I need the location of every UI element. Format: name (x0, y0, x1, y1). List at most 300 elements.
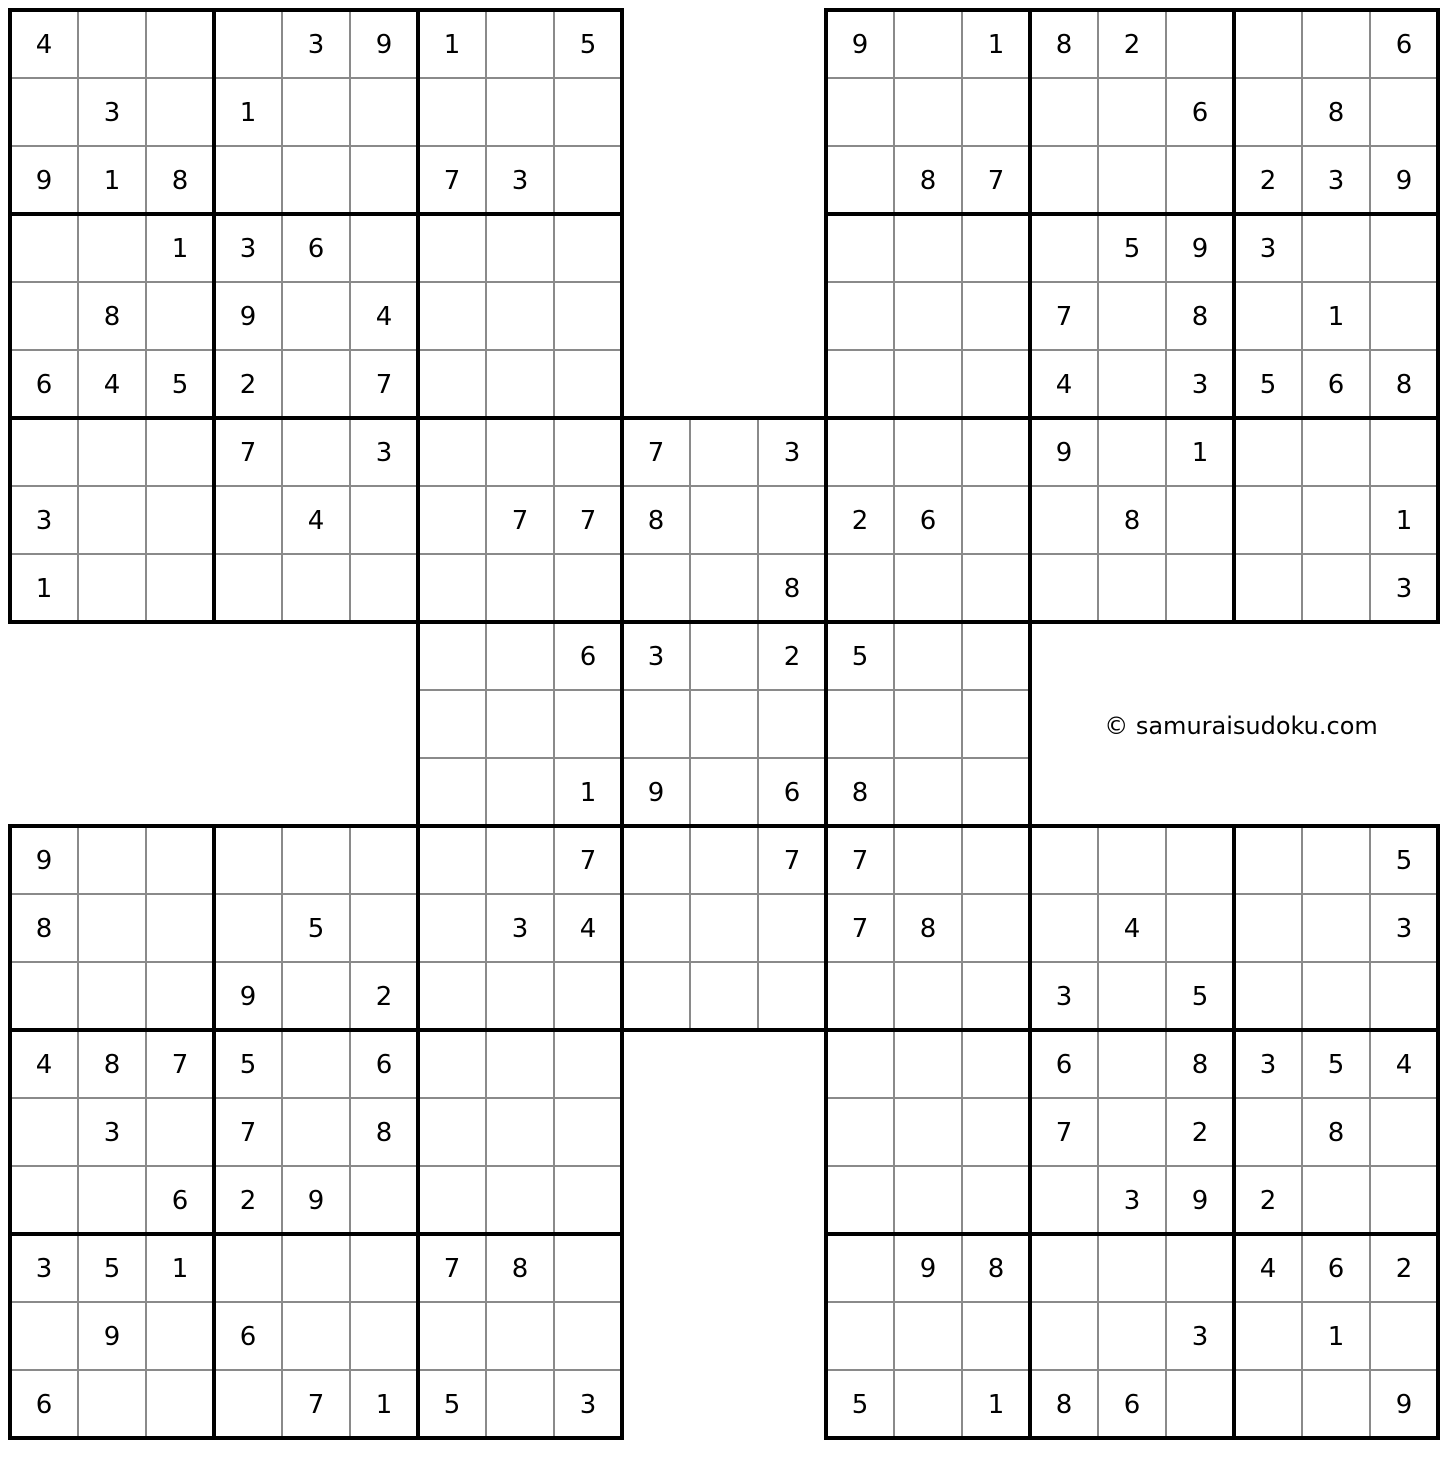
given-digit: 7 (1055, 302, 1073, 332)
sudoku-cell[interactable] (282, 146, 350, 214)
given-digit: 5 (579, 30, 597, 60)
sudoku-cell[interactable] (690, 894, 758, 962)
given-digit: 1 (987, 1390, 1005, 1420)
sudoku-cell[interactable] (554, 690, 622, 758)
sudoku-cell[interactable] (1098, 146, 1166, 214)
sudoku-cell[interactable] (418, 894, 486, 962)
given-digit: 5 (1395, 846, 1413, 876)
sudoku-cell[interactable] (1370, 78, 1438, 146)
sudoku-cell[interactable] (758, 690, 826, 758)
sudoku-cell[interactable] (826, 146, 894, 214)
sudoku-cell[interactable] (10, 214, 78, 282)
sudoku-cell[interactable] (418, 282, 486, 350)
sudoku-cell[interactable] (1098, 350, 1166, 418)
sudoku-cell[interactable] (350, 1234, 418, 1302)
sudoku-cell[interactable] (1166, 1234, 1234, 1302)
sudoku-cell[interactable] (282, 350, 350, 418)
sudoku-cell[interactable] (622, 554, 690, 622)
sudoku-cell[interactable] (690, 622, 758, 690)
sudoku-cell[interactable] (554, 554, 622, 622)
sudoku-cell[interactable] (894, 622, 962, 690)
sudoku-cell[interactable] (554, 962, 622, 1030)
sudoku-cell[interactable] (486, 214, 554, 282)
sudoku-cell[interactable] (1098, 1234, 1166, 1302)
sudoku-cell[interactable] (962, 826, 1030, 894)
sudoku-cell[interactable] (418, 758, 486, 826)
given-digit: 3 (1055, 982, 1073, 1012)
sudoku-cell[interactable] (1234, 10, 1302, 78)
sudoku-cell[interactable] (78, 418, 146, 486)
sudoku-cell[interactable] (1030, 894, 1098, 962)
given-digit: 8 (783, 574, 801, 604)
given-digit: 8 (1395, 370, 1413, 400)
sudoku-cell[interactable] (214, 1234, 282, 1302)
given-digit: 9 (35, 166, 53, 196)
sudoku-cell[interactable] (894, 826, 962, 894)
sudoku-cell[interactable] (214, 1370, 282, 1438)
sudoku-cell[interactable] (146, 282, 214, 350)
sudoku-cell[interactable] (1166, 826, 1234, 894)
sudoku-cell[interactable] (214, 894, 282, 962)
sudoku-cell[interactable] (282, 962, 350, 1030)
sudoku-cell[interactable] (486, 1166, 554, 1234)
sudoku-cell[interactable] (962, 1098, 1030, 1166)
given-digit: 2 (1191, 1118, 1209, 1148)
given-digit: 8 (1327, 1118, 1345, 1148)
sudoku-cell[interactable] (486, 418, 554, 486)
sudoku-cell[interactable] (282, 1098, 350, 1166)
sudoku-cell[interactable] (1302, 894, 1370, 962)
sudoku-cell[interactable] (1098, 1030, 1166, 1098)
sudoku-cell[interactable] (1234, 486, 1302, 554)
sudoku-cell[interactable] (1370, 418, 1438, 486)
sudoku-cell[interactable] (826, 1098, 894, 1166)
given-digit: 9 (919, 1254, 937, 1284)
sudoku-cell[interactable] (10, 418, 78, 486)
sudoku-cell[interactable] (486, 1030, 554, 1098)
sudoku-cell[interactable] (282, 1030, 350, 1098)
sudoku-cell[interactable] (1370, 1302, 1438, 1370)
sudoku-cell[interactable] (690, 690, 758, 758)
sudoku-cell[interactable] (962, 282, 1030, 350)
sudoku-cell[interactable] (1234, 418, 1302, 486)
given-digit: 4 (1259, 1254, 1277, 1284)
sudoku-cell[interactable] (894, 1098, 962, 1166)
sudoku-cell[interactable] (418, 1098, 486, 1166)
sudoku-cell[interactable] (1166, 554, 1234, 622)
sudoku-cell[interactable] (78, 554, 146, 622)
sudoku-cell[interactable] (1166, 146, 1234, 214)
sudoku-cell[interactable] (826, 690, 894, 758)
given-digit: 2 (1259, 1186, 1277, 1216)
sudoku-cell[interactable] (1166, 894, 1234, 962)
sudoku-cell[interactable] (418, 78, 486, 146)
sudoku-cell[interactable] (1030, 1234, 1098, 1302)
sudoku-cell[interactable] (1234, 78, 1302, 146)
sudoku-cell[interactable] (486, 622, 554, 690)
given-digit: 1 (171, 234, 189, 264)
given-digit: 3 (307, 30, 325, 60)
sudoku-cell[interactable] (1302, 214, 1370, 282)
sudoku-cell[interactable] (214, 826, 282, 894)
sudoku-cell[interactable] (146, 418, 214, 486)
sudoku-cell[interactable] (418, 418, 486, 486)
sudoku-cell[interactable] (418, 1302, 486, 1370)
sudoku-cell[interactable] (894, 78, 962, 146)
sudoku-cell[interactable] (418, 486, 486, 554)
sudoku-cell[interactable] (894, 1302, 962, 1370)
given-digit: 1 (1191, 438, 1209, 468)
sudoku-cell[interactable] (1234, 554, 1302, 622)
given-digit: 1 (1327, 302, 1345, 332)
sudoku-cell[interactable] (282, 1302, 350, 1370)
given-digit: 6 (1123, 1390, 1141, 1420)
sudoku-cell[interactable] (146, 486, 214, 554)
given-digit: 6 (239, 1322, 257, 1352)
sudoku-cell[interactable] (894, 418, 962, 486)
sudoku-cell[interactable] (622, 894, 690, 962)
given-digit: 4 (35, 30, 53, 60)
sudoku-cell[interactable] (554, 1302, 622, 1370)
sudoku-cell[interactable] (1302, 418, 1370, 486)
sudoku-cell[interactable] (894, 690, 962, 758)
sudoku-cell[interactable] (962, 78, 1030, 146)
given-digit: 8 (919, 166, 937, 196)
given-digit: 3 (511, 914, 529, 944)
given-digit: 6 (1395, 30, 1413, 60)
sudoku-cell[interactable] (78, 486, 146, 554)
sudoku-cell[interactable] (826, 418, 894, 486)
sudoku-cell[interactable] (1098, 826, 1166, 894)
given-digit: 3 (511, 166, 529, 196)
sudoku-cell[interactable] (486, 690, 554, 758)
sudoku-cell[interactable] (962, 758, 1030, 826)
given-digit: 5 (851, 1390, 869, 1420)
given-digit: 5 (1191, 982, 1209, 1012)
sudoku-cell[interactable] (350, 894, 418, 962)
sudoku-cell[interactable] (1098, 1302, 1166, 1370)
sudoku-cell[interactable] (418, 962, 486, 1030)
sudoku-cell[interactable] (1030, 1302, 1098, 1370)
sudoku-cell[interactable] (1030, 214, 1098, 282)
sudoku-cell[interactable] (690, 554, 758, 622)
given-digit: 7 (443, 166, 461, 196)
sudoku-cell[interactable] (10, 962, 78, 1030)
sudoku-cell[interactable] (350, 554, 418, 622)
sudoku-cell[interactable] (894, 1166, 962, 1234)
sudoku-cell[interactable] (1098, 418, 1166, 486)
given-digit: 3 (647, 642, 665, 672)
sudoku-cell[interactable] (690, 962, 758, 1030)
given-digit: 1 (103, 166, 121, 196)
sudoku-cell[interactable] (1370, 214, 1438, 282)
sudoku-cell[interactable] (894, 1030, 962, 1098)
sudoku-cell[interactable] (10, 1098, 78, 1166)
sudoku-cell[interactable] (486, 758, 554, 826)
given-digit: 4 (1055, 370, 1073, 400)
sudoku-cell[interactable] (486, 282, 554, 350)
sudoku-cell[interactable] (1098, 78, 1166, 146)
given-digit: 6 (35, 1390, 53, 1420)
given-digit: 8 (103, 1050, 121, 1080)
sudoku-cell[interactable] (554, 282, 622, 350)
given-digit: 2 (239, 1186, 257, 1216)
given-digit: 6 (1327, 1254, 1345, 1284)
given-digit: 1 (1395, 506, 1413, 536)
sudoku-cell[interactable] (1030, 826, 1098, 894)
sudoku-cell[interactable] (826, 1030, 894, 1098)
sudoku-cell[interactable] (486, 826, 554, 894)
sudoku-cell[interactable] (1030, 78, 1098, 146)
sudoku-cell[interactable] (1166, 10, 1234, 78)
sudoku-cell[interactable] (1166, 1370, 1234, 1438)
sudoku-cell[interactable] (1302, 10, 1370, 78)
sudoku-cell[interactable] (826, 1166, 894, 1234)
sudoku-cell[interactable] (962, 1030, 1030, 1098)
sudoku-cell[interactable] (758, 894, 826, 962)
sudoku-cell[interactable] (1098, 1098, 1166, 1166)
sudoku-cell[interactable] (1302, 826, 1370, 894)
sudoku-cell[interactable] (894, 214, 962, 282)
sudoku-cell[interactable] (894, 554, 962, 622)
sudoku-cell[interactable] (1030, 554, 1098, 622)
sudoku-cell[interactable] (554, 146, 622, 214)
sudoku-cell[interactable] (1234, 826, 1302, 894)
sudoku-cell[interactable] (962, 962, 1030, 1030)
sudoku-cell[interactable] (146, 10, 214, 78)
sudoku-cell[interactable] (554, 418, 622, 486)
sudoku-cell[interactable] (146, 1302, 214, 1370)
sudoku-cell[interactable] (1098, 282, 1166, 350)
sudoku-cell[interactable] (486, 1098, 554, 1166)
given-digit: 1 (1327, 1322, 1345, 1352)
sudoku-cell[interactable] (1234, 962, 1302, 1030)
sudoku-cell[interactable] (146, 78, 214, 146)
given-digit: 7 (851, 846, 869, 876)
sudoku-cell[interactable] (418, 1030, 486, 1098)
sudoku-cell[interactable] (962, 894, 1030, 962)
sudoku-cell[interactable] (486, 1370, 554, 1438)
sudoku-cell[interactable] (826, 78, 894, 146)
given-digit: 3 (1123, 1186, 1141, 1216)
sudoku-cell[interactable] (962, 486, 1030, 554)
sudoku-cell[interactable] (78, 826, 146, 894)
sudoku-cell[interactable] (214, 10, 282, 78)
given-digit: 2 (1395, 1254, 1413, 1284)
sudoku-cell[interactable] (350, 214, 418, 282)
sudoku-cell[interactable] (1302, 486, 1370, 554)
sudoku-cell[interactable] (282, 1234, 350, 1302)
given-digit: 5 (1123, 234, 1141, 264)
sudoku-cell[interactable] (486, 554, 554, 622)
sudoku-cell[interactable] (350, 146, 418, 214)
sudoku-cell[interactable] (214, 146, 282, 214)
given-digit: 8 (171, 166, 189, 196)
sudoku-cell[interactable] (418, 1166, 486, 1234)
sudoku-cell[interactable] (78, 1370, 146, 1438)
sudoku-cell[interactable] (962, 554, 1030, 622)
sudoku-cell[interactable] (1234, 894, 1302, 962)
sudoku-cell[interactable] (962, 690, 1030, 758)
sudoku-cell[interactable] (146, 1370, 214, 1438)
sudoku-cell[interactable] (1030, 1166, 1098, 1234)
sudoku-cell[interactable] (486, 1302, 554, 1370)
sudoku-cell[interactable] (1370, 282, 1438, 350)
sudoku-cell[interactable] (1370, 962, 1438, 1030)
sudoku-cell[interactable] (622, 690, 690, 758)
sudoku-cell[interactable] (282, 554, 350, 622)
given-digit: 7 (511, 506, 529, 536)
sudoku-cell[interactable] (486, 962, 554, 1030)
sudoku-cell[interactable] (554, 1166, 622, 1234)
sudoku-cell[interactable] (78, 1166, 146, 1234)
given-digit: 9 (1191, 234, 1209, 264)
given-digit: 2 (1259, 166, 1277, 196)
given-digit: 7 (375, 370, 393, 400)
sudoku-cell[interactable] (1166, 486, 1234, 554)
sudoku-cell[interactable] (826, 1234, 894, 1302)
sudoku-cell[interactable] (78, 10, 146, 78)
sudoku-cell[interactable] (418, 350, 486, 418)
sudoku-cell[interactable] (1302, 1166, 1370, 1234)
sudoku-cell[interactable] (1370, 1098, 1438, 1166)
sudoku-cell[interactable] (826, 962, 894, 1030)
given-digit: 4 (1123, 914, 1141, 944)
given-digit: 1 (579, 778, 597, 808)
sudoku-cell[interactable] (214, 554, 282, 622)
sudoku-cell[interactable] (962, 1166, 1030, 1234)
sudoku-cell[interactable] (826, 1302, 894, 1370)
sudoku-cell[interactable] (1370, 1166, 1438, 1234)
sudoku-cell[interactable] (350, 1302, 418, 1370)
sudoku-cell[interactable] (826, 282, 894, 350)
sudoku-cell[interactable] (282, 78, 350, 146)
sudoku-cell[interactable] (826, 554, 894, 622)
sudoku-cell[interactable] (690, 418, 758, 486)
sudoku-cell[interactable] (418, 826, 486, 894)
sudoku-cell[interactable] (418, 690, 486, 758)
sudoku-cell[interactable] (962, 214, 1030, 282)
sudoku-cell[interactable] (418, 554, 486, 622)
given-digit: 3 (35, 1254, 53, 1284)
sudoku-cell[interactable] (1302, 1370, 1370, 1438)
sudoku-cell[interactable] (282, 282, 350, 350)
given-digit: 2 (851, 506, 869, 536)
sudoku-cell[interactable] (146, 1098, 214, 1166)
sudoku-cell[interactable] (554, 78, 622, 146)
sudoku-cell[interactable] (418, 214, 486, 282)
sudoku-cell[interactable] (350, 78, 418, 146)
sudoku-cell[interactable] (1234, 1098, 1302, 1166)
sudoku-cell[interactable] (10, 1302, 78, 1370)
sudoku-cell[interactable] (894, 350, 962, 418)
sudoku-cell[interactable] (690, 486, 758, 554)
sudoku-cell[interactable] (350, 1166, 418, 1234)
given-digit: 3 (1327, 166, 1345, 196)
sudoku-cell[interactable] (894, 1370, 962, 1438)
sudoku-cell[interactable] (10, 1166, 78, 1234)
sudoku-cell[interactable] (554, 214, 622, 282)
sudoku-cell[interactable] (894, 282, 962, 350)
sudoku-cell[interactable] (826, 350, 894, 418)
sudoku-cell[interactable] (282, 418, 350, 486)
sudoku-cell[interactable] (350, 486, 418, 554)
sudoku-cell[interactable] (1234, 1302, 1302, 1370)
sudoku-cell[interactable] (10, 78, 78, 146)
given-digit: 9 (647, 778, 665, 808)
given-digit: 8 (987, 1254, 1005, 1284)
sudoku-cell[interactable] (146, 962, 214, 1030)
sudoku-cell[interactable] (1030, 146, 1098, 214)
sudoku-cell[interactable] (1234, 282, 1302, 350)
sudoku-cell[interactable] (1234, 1370, 1302, 1438)
sudoku-cell[interactable] (962, 1302, 1030, 1370)
sudoku-cell[interactable] (1098, 554, 1166, 622)
sudoku-cell[interactable] (486, 350, 554, 418)
sudoku-cell[interactable] (418, 622, 486, 690)
sudoku-cell[interactable] (690, 826, 758, 894)
sudoku-cell[interactable] (282, 826, 350, 894)
given-digit: 6 (1191, 98, 1209, 128)
sudoku-cell[interactable] (894, 758, 962, 826)
sudoku-cell[interactable] (1030, 486, 1098, 554)
sudoku-cell[interactable] (962, 350, 1030, 418)
given-digit: 8 (1191, 1050, 1209, 1080)
sudoku-cell[interactable] (1302, 962, 1370, 1030)
sudoku-cell[interactable] (146, 554, 214, 622)
given-digit: 8 (851, 778, 869, 808)
sudoku-cell[interactable] (486, 10, 554, 78)
given-digit: 7 (171, 1050, 189, 1080)
sudoku-cell[interactable] (146, 894, 214, 962)
sudoku-cell[interactable] (350, 826, 418, 894)
sudoku-cell[interactable] (554, 1098, 622, 1166)
given-digit: 6 (579, 642, 597, 672)
given-digit: 7 (239, 1118, 257, 1148)
sudoku-cell[interactable] (78, 894, 146, 962)
sudoku-cell[interactable] (826, 214, 894, 282)
given-digit: 3 (1259, 234, 1277, 264)
sudoku-cell[interactable] (214, 486, 282, 554)
given-digit: 8 (1327, 98, 1345, 128)
sudoku-cell[interactable] (758, 962, 826, 1030)
sudoku-cell[interactable] (10, 282, 78, 350)
given-digit: 1 (375, 1390, 393, 1420)
sudoku-cell[interactable] (894, 962, 962, 1030)
sudoku-cell[interactable] (962, 418, 1030, 486)
given-digit: 9 (851, 30, 869, 60)
sudoku-cell[interactable] (78, 214, 146, 282)
sudoku-cell[interactable] (554, 1030, 622, 1098)
given-digit: 9 (1055, 438, 1073, 468)
sudoku-cell[interactable] (78, 962, 146, 1030)
sudoku-cell[interactable] (690, 758, 758, 826)
sudoku-cell[interactable] (622, 962, 690, 1030)
given-digit: 4 (103, 370, 121, 400)
sudoku-cell[interactable] (1302, 554, 1370, 622)
sudoku-cell[interactable] (1098, 962, 1166, 1030)
sudoku-cell[interactable] (962, 622, 1030, 690)
sudoku-cell[interactable] (486, 78, 554, 146)
sudoku-cell[interactable] (894, 10, 962, 78)
sudoku-cell[interactable] (554, 350, 622, 418)
given-digit: 3 (783, 438, 801, 468)
sudoku-cell[interactable] (554, 1234, 622, 1302)
sudoku-cell[interactable] (758, 486, 826, 554)
given-digit: 7 (239, 438, 257, 468)
sudoku-cell[interactable] (622, 826, 690, 894)
sudoku-cell[interactable] (146, 826, 214, 894)
